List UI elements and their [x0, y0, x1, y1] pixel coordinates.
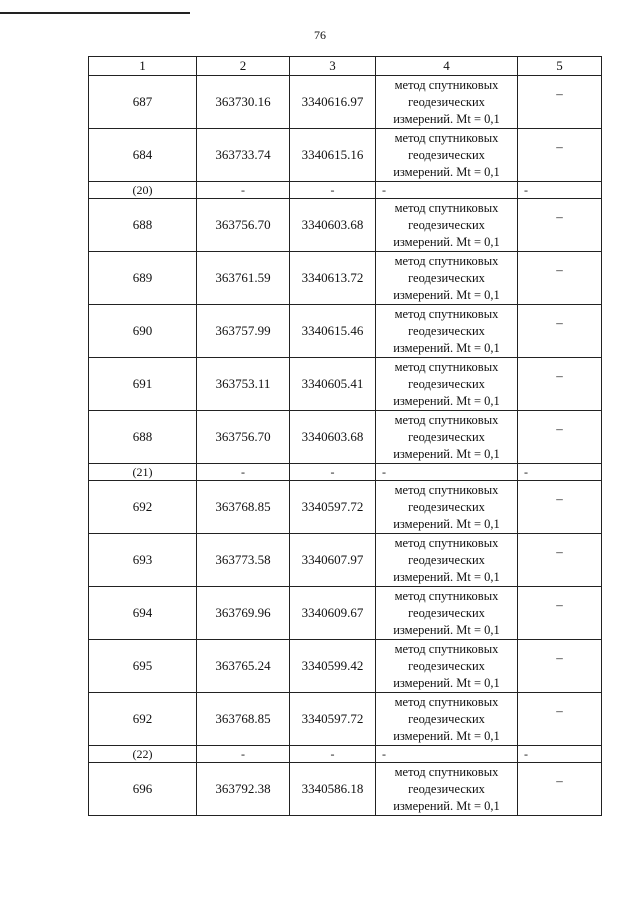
method-line: геодезических	[408, 376, 485, 391]
x-coordinate-cell: 363768.85	[197, 481, 290, 534]
table-row	[89, 693, 602, 746]
point-number-cell: 693	[89, 534, 197, 587]
method-cell: -	[376, 746, 518, 763]
coordinates-table	[88, 56, 602, 816]
note-cell	[518, 587, 602, 640]
method-line: метод спутниковых	[394, 764, 499, 779]
point-number-cell: 692	[89, 693, 197, 746]
method-line: геодезических	[408, 605, 485, 620]
method-line: метод спутниковых	[394, 535, 499, 550]
y-coordinate-cell: 3340603.68	[290, 411, 376, 464]
x-coordinate-cell: -	[197, 182, 290, 199]
table-row	[89, 534, 602, 587]
method-cell	[376, 763, 518, 816]
method-line: измерений. Mt = 0,1	[393, 728, 500, 743]
point-number-cell: 695	[89, 640, 197, 693]
point-number-cell: (20)	[89, 182, 197, 199]
method-cell: -	[376, 464, 518, 481]
method-line: метод спутниковых	[394, 412, 499, 427]
method-line: измерений. Mt = 0,1	[393, 446, 500, 461]
method-line: измерений. Mt = 0,1	[393, 393, 500, 408]
method-line: измерений. Mt = 0,1	[393, 340, 500, 355]
header-col-1: 1	[89, 57, 197, 76]
method-line: геодезических	[408, 499, 485, 514]
method-cell	[376, 640, 518, 693]
x-coordinate-cell: 363756.70	[197, 199, 290, 252]
method-line: измерений. Mt = 0,1	[393, 569, 500, 584]
point-number-cell: (21)	[89, 464, 197, 481]
group-separator-row	[89, 464, 602, 481]
x-coordinate-cell: 363765.24	[197, 640, 290, 693]
note-dash: –	[556, 491, 563, 506]
method-line: измерений. Mt = 0,1	[393, 622, 500, 637]
y-coordinate-cell: -	[290, 464, 376, 481]
note-cell	[518, 693, 602, 746]
x-coordinate-cell: 363769.96	[197, 587, 290, 640]
y-coordinate-cell: -	[290, 746, 376, 763]
method-line: измерений. Mt = 0,1	[393, 164, 500, 179]
method-line: измерений. Mt = 0,1	[393, 675, 500, 690]
x-coordinate-cell: 363768.85	[197, 693, 290, 746]
method-line: метод спутниковых	[394, 359, 499, 374]
table-row	[89, 129, 602, 182]
note-dash: –	[556, 703, 563, 718]
x-coordinate-cell: -	[197, 464, 290, 481]
method-cell	[376, 693, 518, 746]
note-dash: –	[556, 86, 563, 101]
group-separator-row	[89, 182, 602, 199]
point-number-cell: 692	[89, 481, 197, 534]
table-row	[89, 305, 602, 358]
note-dash: –	[556, 139, 563, 154]
y-coordinate-cell: 3340607.97	[290, 534, 376, 587]
group-separator-row	[89, 746, 602, 763]
y-coordinate-cell: 3340586.18	[290, 763, 376, 816]
x-coordinate-cell: 363753.11	[197, 358, 290, 411]
point-number-cell: 687	[89, 76, 197, 129]
method-line: метод спутниковых	[394, 641, 499, 656]
note-cell	[518, 199, 602, 252]
x-coordinate-cell: 363757.99	[197, 305, 290, 358]
method-line: геодезических	[408, 552, 485, 567]
method-cell	[376, 252, 518, 305]
table-row	[89, 481, 602, 534]
table-row	[89, 358, 602, 411]
method-line: геодезических	[408, 429, 485, 444]
method-line: геодезических	[408, 94, 485, 109]
method-line: метод спутниковых	[394, 130, 499, 145]
table-row	[89, 763, 602, 816]
point-number-cell: 689	[89, 252, 197, 305]
header-col-3: 3	[290, 57, 376, 76]
method-line: геодезических	[408, 147, 485, 162]
x-coordinate-cell: 363733.74	[197, 129, 290, 182]
y-coordinate-cell: 3340615.46	[290, 305, 376, 358]
method-line: измерений. Mt = 0,1	[393, 234, 500, 249]
method-cell	[376, 534, 518, 587]
method-line: геодезических	[408, 658, 485, 673]
y-coordinate-cell: 3340613.72	[290, 252, 376, 305]
note-cell	[518, 411, 602, 464]
y-coordinate-cell: 3340609.67	[290, 587, 376, 640]
x-coordinate-cell: 363773.58	[197, 534, 290, 587]
method-line: геодезических	[408, 781, 485, 796]
point-number-cell: (22)	[89, 746, 197, 763]
note-cell: -	[518, 464, 602, 481]
table-row	[89, 411, 602, 464]
point-number-cell: 694	[89, 587, 197, 640]
x-coordinate-cell: 363792.38	[197, 763, 290, 816]
method-line: метод спутниковых	[394, 77, 499, 92]
method-line: измерений. Mt = 0,1	[393, 516, 500, 531]
table-row	[89, 640, 602, 693]
note-cell	[518, 358, 602, 411]
x-coordinate-cell: -	[197, 746, 290, 763]
method-line: метод спутниковых	[394, 588, 499, 603]
method-line: метод спутниковых	[394, 694, 499, 709]
method-cell: -	[376, 182, 518, 199]
point-number-cell: 690	[89, 305, 197, 358]
point-number-cell: 684	[89, 129, 197, 182]
note-dash: –	[556, 597, 563, 612]
note-cell	[518, 252, 602, 305]
method-cell	[376, 76, 518, 129]
method-cell	[376, 305, 518, 358]
y-coordinate-cell: 3340615.16	[290, 129, 376, 182]
table-row	[89, 199, 602, 252]
note-cell	[518, 481, 602, 534]
note-dash: –	[556, 209, 563, 224]
y-coordinate-cell: 3340597.72	[290, 693, 376, 746]
y-coordinate-cell: 3340616.97	[290, 76, 376, 129]
point-number-cell: 688	[89, 411, 197, 464]
header-row	[89, 57, 602, 76]
note-cell	[518, 763, 602, 816]
table-body	[89, 76, 602, 816]
point-number-cell: 691	[89, 358, 197, 411]
table-row	[89, 252, 602, 305]
x-coordinate-cell: 363756.70	[197, 411, 290, 464]
note-dash: –	[556, 544, 563, 559]
note-dash: –	[556, 262, 563, 277]
note-dash: –	[556, 650, 563, 665]
note-dash: –	[556, 421, 563, 436]
method-line: измерений. Mt = 0,1	[393, 287, 500, 302]
note-cell: -	[518, 746, 602, 763]
note-cell	[518, 129, 602, 182]
top-rule	[0, 12, 190, 14]
note-cell	[518, 76, 602, 129]
method-cell	[376, 358, 518, 411]
note-cell	[518, 640, 602, 693]
method-cell	[376, 411, 518, 464]
method-cell	[376, 129, 518, 182]
method-cell	[376, 587, 518, 640]
method-line: геодезических	[408, 711, 485, 726]
method-cell	[376, 199, 518, 252]
x-coordinate-cell: 363730.16	[197, 76, 290, 129]
note-cell	[518, 305, 602, 358]
header-col-5: 5	[518, 57, 602, 76]
note-cell	[518, 534, 602, 587]
table-row	[89, 76, 602, 129]
header-col-2: 2	[197, 57, 290, 76]
note-dash: –	[556, 315, 563, 330]
y-coordinate-cell: 3340599.42	[290, 640, 376, 693]
x-coordinate-cell: 363761.59	[197, 252, 290, 305]
y-coordinate-cell: -	[290, 182, 376, 199]
method-line: метод спутниковых	[394, 253, 499, 268]
method-line: метод спутниковых	[394, 306, 499, 321]
method-line: геодезических	[408, 323, 485, 338]
note-dash: –	[556, 368, 563, 383]
method-cell	[376, 481, 518, 534]
y-coordinate-cell: 3340603.68	[290, 199, 376, 252]
method-line: геодезических	[408, 270, 485, 285]
y-coordinate-cell: 3340597.72	[290, 481, 376, 534]
method-line: измерений. Mt = 0,1	[393, 111, 500, 126]
header-col-4: 4	[376, 57, 518, 76]
method-line: геодезических	[408, 217, 485, 232]
method-line: метод спутниковых	[394, 482, 499, 497]
point-number-cell: 696	[89, 763, 197, 816]
point-number-cell: 688	[89, 199, 197, 252]
page-number: 76	[314, 28, 326, 42]
note-dash: –	[556, 773, 563, 788]
y-coordinate-cell: 3340605.41	[290, 358, 376, 411]
method-line: измерений. Mt = 0,1	[393, 798, 500, 813]
note-cell: -	[518, 182, 602, 199]
method-line: метод спутниковых	[394, 200, 499, 215]
table-row	[89, 587, 602, 640]
